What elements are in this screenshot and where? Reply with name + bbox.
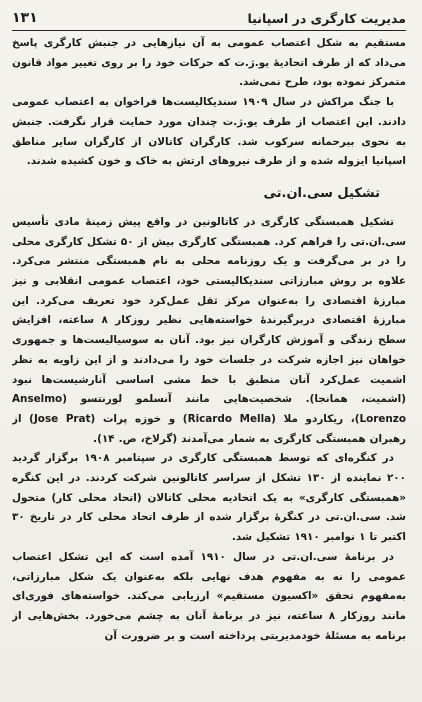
paragraph: در برنامهٔ سی.ان.تی در سال ۱۹۱۰ آمده است که این تشکل اعتصاب عمومی را نه به مفهوم هدف نهایی بلکه به‌عنوان یک شکل مبارزاتی، به‌مفهوم تحقق «اکسیون مستقیم» ارزیابی می‌کند. خواسته‌های فوری‌ای مانند روزکار ۸ ساعته، نیز در برنامهٔ آنان به چشم می‌خورد. بخش‌هایی از برنامه به مسئلهٔ خودمدیریتی پرداخته است و بر ضرورت آن: [12, 550, 406, 642]
running-title: مدیریت کارگری در اسپانیا: [247, 10, 406, 26]
paragraph: در کنگره‌ای که توسط همبستگی کارگری در سپتامبر ۱۹۰۸ برگزار گردید ۲۰۰ نماینده از ۱۳۰ تشکل از سراسر کاتالونین شرکت کردند. در این کنگره «همبستگی کارگری» به یک اتحادیه محلی کاتالان (اتحاد محلی کار) متحول شد. سی.ان.تی در کنگرهٔ برگزار شده از طرف اتحاد محلی کار در تاریخ ۳۰ اکتبر تا ۱ نوامبر ۱۹۱۰ تشکیل شد.: [12, 452, 406, 544]
paragraph: تشکیل همبستگی کارگری در کاتالونین در واقع پیش زمینهٔ مادی تأسیس سی.ان.تی را فراهم کرد. همبستگی کارگری بیش از ۵۰ تشکل کارگری محلی را در بر می‌گرفت و یک روزنامه محلی به نام همبستگی منتشر می‌کرد. علاوه بر روش مبارزاتی سندیکالیستی خود، اعتصاب عمومی انقلابی و نیز مبارزهٔ اقتصادی را به‌عنوان مرکز ثقل عمل‌کرد خود تعریف می‌کرد. این مبارزهٔ اقتصادی دربرگیرندهٔ خواسته‌هایی نظیر روزکار ۸ ساعته، افزایش سطح زندگی و آموزش کارگران نیز بود. آنان به سوسیالیست‌ها و جمهوری خواهان نیز اجازه شرکت در جلسات خود را می‌دادند و از این زاویه به نظر اشمیت عمل‌کرد آنان منطبق با خط مشی اساسی آنارشیست‌ها نبود (اشمیت، همانجا). شخصیت‌هایی مانند آنسلمو لورنتسو (Anselmo Lorenzo)، ریکاردو ملا (Ricardo Mella) و خوزه پرات (Jose Prat) از رهبران همبستگی کارگری به شمار می‌آمدند (گرلاخ، ص. ۱۴).: [12, 215, 406, 445]
paragraph: با جنگ مراکش در سال ۱۹۰۹ سندیکالیست‌ها فراخوان به اعتصاب عمومی دادند. این اعتصاب از طرف یو.ژ.ت چندان مورد حمایت قرار نگرفت. جنبش به نحوی بیرحمانه سرکوب شد. کارگران کاتالان از کارگران سایر مناطق اسپانیا ایزوله شده و از طرف نیروهای ارتش به خاک و خون کشیده شدند.: [12, 96, 406, 168]
paragraph: مستقیم به شکل اعتصاب عمومی به آن نیازهایی در جنبش کارگری پاسخ می‌داد که از طرف اتحادیهٔ یو.ژ.ت که حرکات خود را بر روی تغییر مواد قانون متمرکز نموده بود، طرح نمی‌شد.: [12, 37, 406, 89]
section-heading: تشکیل سی.ان.تی: [263, 185, 380, 201]
page-number: ۱۳۱: [12, 10, 38, 26]
page-header: [12, 6, 406, 31]
page-body: [12, 34, 406, 698]
